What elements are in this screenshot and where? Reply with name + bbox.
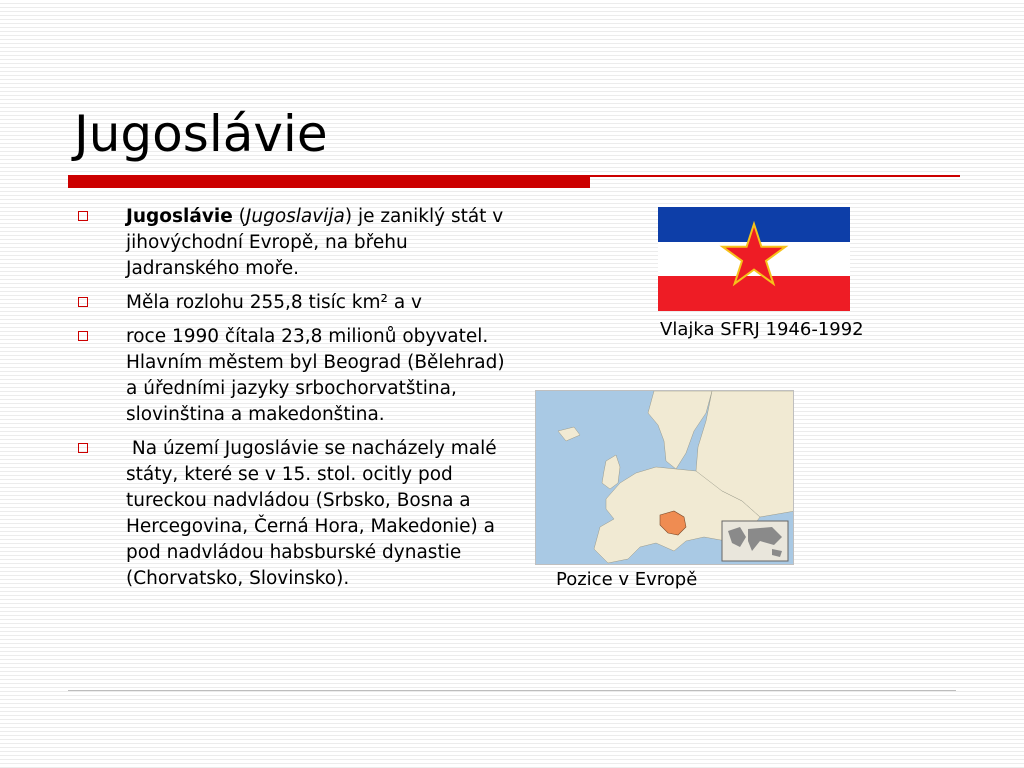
flag-caption: Vlajka SFRJ 1946-1992 xyxy=(660,319,864,340)
bullet-bold-term: Jugoslávie xyxy=(126,206,233,227)
flag-red-stripe xyxy=(658,276,850,311)
bullet-text: Na území Jugoslávie se nacházely malé státy, které se v 15. stol. ocitly pod tureckou nadvládou (Srbsko, Bosna a Hercegovina, Černá Hora, Makedonie) a pod nadvládou habsburské dynastie (Chorvatsko, Slovinsko). xyxy=(126,438,503,589)
bullet-text: ) je zaniklý stát v jihovýchodní Evropě, na břehu Jadranského moře. xyxy=(126,206,504,279)
bullet-text: Měla rozlohu 255,8 tisíc km² a v xyxy=(126,292,422,313)
slide-title: Jugoslávie xyxy=(74,105,328,163)
map-caption: Pozice v Evropě xyxy=(556,569,698,590)
bullet-item xyxy=(76,290,506,316)
yugoslavia-flag-image xyxy=(658,207,850,311)
bullet-text: roce 1990 čítala 23,8 milionů obyvatel. Hlavním městem byl Beograd (Bělehrad) a úředními jazyky srbochorvatština, slovinština a makedonština. xyxy=(126,326,505,425)
europe-location-map-image xyxy=(535,390,794,565)
hollow-square-bullet-icon xyxy=(78,443,88,453)
bullet-list xyxy=(76,204,506,600)
hollow-square-bullet-icon xyxy=(78,297,88,307)
bullet-item xyxy=(76,324,506,428)
footer-divider xyxy=(68,690,956,691)
bullet-text-paren: ( xyxy=(232,206,246,227)
hollow-square-bullet-icon xyxy=(78,331,88,341)
hollow-square-bullet-icon xyxy=(78,211,88,221)
bullet-item xyxy=(76,436,506,592)
bullet-item xyxy=(76,204,506,282)
bullet-italic-term: Jugoslavija xyxy=(245,206,345,227)
title-underline-thick xyxy=(68,175,590,188)
title-underline-thin xyxy=(590,175,960,177)
